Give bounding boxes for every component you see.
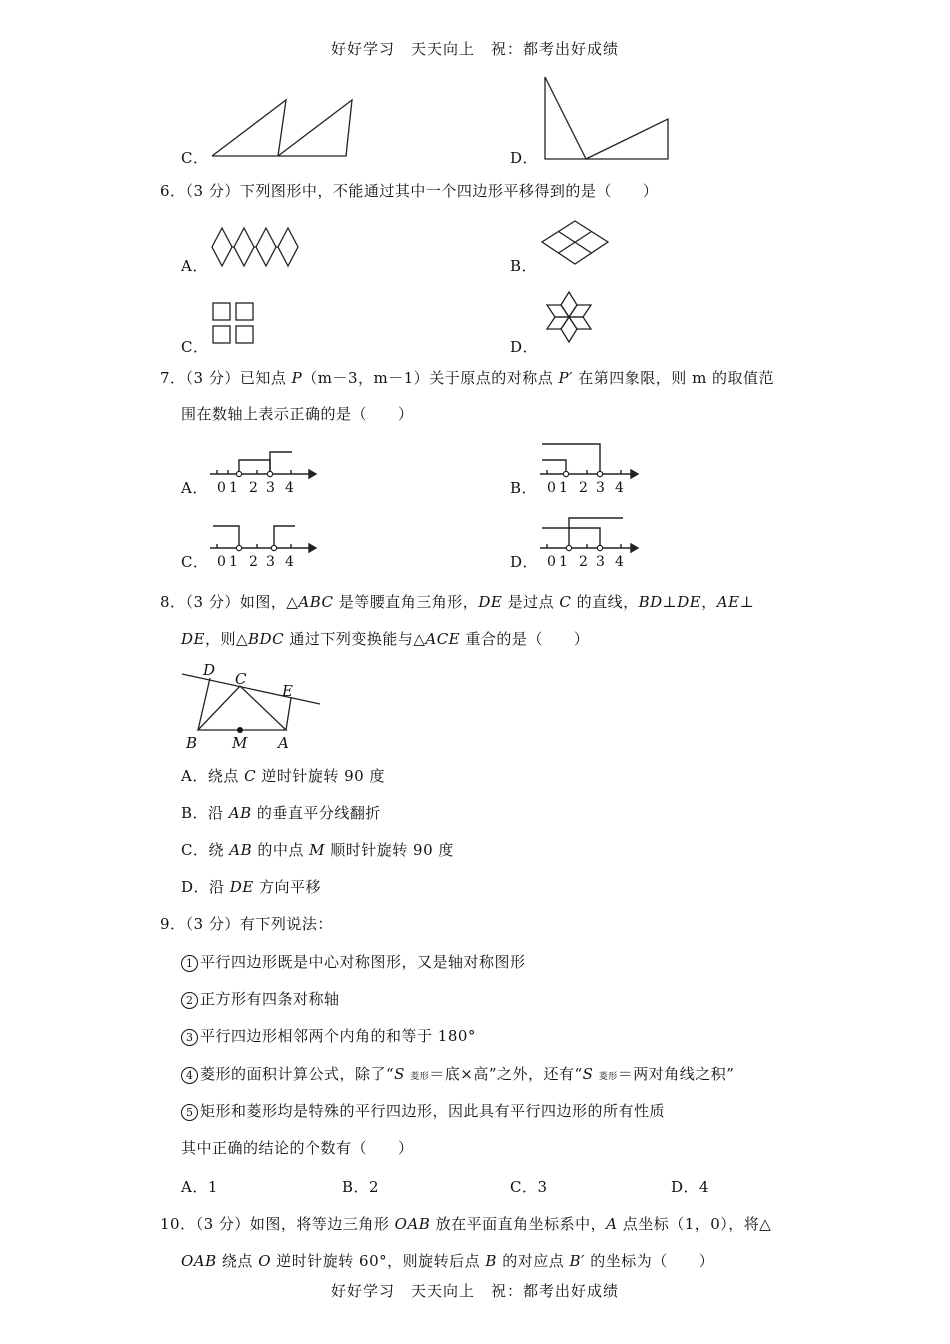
q6-option-a-label: A． <box>181 257 208 275</box>
q8-stem-line2: DE，则△BDC 通过下列变换能与△ACE 重合的是（ ） <box>181 630 590 648</box>
q7-stem-line1: 7．（3 分）已知点 P（m－3，m－1）关于原点的对称点 P′ 在第四象限，则 m 的取值范 <box>160 369 775 387</box>
q8-label-c: C <box>235 670 247 688</box>
circled-1: 1 <box>181 955 198 972</box>
tick-1: 1 <box>229 480 238 496</box>
tick-4: 4 <box>615 554 624 570</box>
q6-option-d-label: D． <box>510 338 539 356</box>
q8-stem-line1: 8．（3 分）如图，△ABC 是等腰直角三角形，DE 是过点 C 的直线，BD⊥DE，AE⊥ <box>160 593 755 611</box>
q9-stem: 9．（3 分）有下列说法： <box>160 915 333 933</box>
tick-3: 3 <box>266 480 275 496</box>
q8-option-a: A．绕点 C 逆时针旋转 90 度 <box>181 767 385 785</box>
q6-option-b-figure <box>540 218 612 268</box>
circled-2: 2 <box>181 992 198 1009</box>
q9-statement-3: 3 平行四边形相邻两个内角的和等于 180° <box>181 1026 476 1046</box>
q6-option-c-label: C． <box>181 338 209 356</box>
q5-option-d-figure <box>540 74 675 164</box>
tick-0: 0 <box>217 480 226 496</box>
q7-option-d-axis <box>535 514 650 568</box>
q8-option-b: B．沿 AB 的垂直平分线翻折 <box>181 804 381 822</box>
q7-option-a-axis <box>205 448 320 494</box>
q10-stem-line2: OAB 绕点 O 逆时针旋转 60°，则旋转后点 B 的对应点 B′ 的坐标为（ ） <box>181 1252 715 1270</box>
q9-choice-c: C．3 <box>510 1178 548 1196</box>
q8-label-m: M <box>232 734 248 752</box>
tick-4: 4 <box>615 480 624 496</box>
tick-0: 0 <box>547 480 556 496</box>
circled-5: 5 <box>181 1104 198 1121</box>
tick-3: 3 <box>266 554 275 570</box>
q7-option-c-label: C． <box>181 553 209 571</box>
q5-option-c-label: C． <box>181 149 209 167</box>
q9-conclusion: 其中正确的结论的个数有（ ） <box>181 1139 414 1157</box>
page-header: 好好学习 天天向上 祝：都考出好成绩 <box>330 40 619 58</box>
q9-statement-5: 5 矩形和菱形均是特殊的平行四边形，因此具有平行四边形的所有性质 <box>181 1101 665 1121</box>
q7-option-a-label: A． <box>181 479 208 497</box>
q9-statement-1: 1 平行四边形既是中心对称图形，又是轴对称图形 <box>181 952 526 972</box>
q9-choice-b: B．2 <box>342 1178 380 1196</box>
q6-option-c-figure <box>210 300 260 350</box>
q7-option-b-axis <box>535 440 650 494</box>
q6-stem: 6．（3 分）下列图形中，不能通过其中一个四边形平移得到的是（ ） <box>160 182 659 200</box>
tick-1: 1 <box>559 554 568 570</box>
circled-4: 4 <box>181 1067 198 1084</box>
q7-option-c-axis <box>205 518 320 568</box>
tick-2: 2 <box>579 480 588 496</box>
q6-option-b-label: B． <box>510 257 538 275</box>
tick-0: 0 <box>217 554 226 570</box>
q8-option-d: D．沿 DE 方向平移 <box>181 878 322 896</box>
q7-stem-line2: 围在数轴上表示正确的是（ ） <box>181 405 414 423</box>
tick-2: 2 <box>249 480 258 496</box>
q8-label-b: B <box>186 734 198 752</box>
q9-choice-a: A．1 <box>181 1178 218 1196</box>
q7-option-b-label: B． <box>510 479 538 497</box>
q8-option-c: C．绕 AB 的中点 M 顺时针旋转 90 度 <box>181 841 454 859</box>
circled-3: 3 <box>181 1029 198 1046</box>
q6-option-d-figure <box>538 290 604 346</box>
page-footer: 好好学习 天天向上 祝：都考出好成绩 <box>330 1282 619 1300</box>
q9-statement-4: 4 菱形的面积计算公式，除了“S 菱形＝底×高”之外，还有“S 菱形＝两对角线之积” <box>181 1064 734 1087</box>
q9-choice-d: D．4 <box>671 1178 710 1196</box>
q8-label-e: E <box>282 682 293 700</box>
q8-figure <box>178 660 328 752</box>
tick-3: 3 <box>596 554 605 570</box>
q8-label-d: D <box>203 661 216 679</box>
q9-statement-2: 2 正方形有四条对称轴 <box>181 989 340 1009</box>
tick-2: 2 <box>249 554 258 570</box>
q5-option-d-label: D． <box>510 149 539 167</box>
tick-1: 1 <box>229 554 238 570</box>
tick-4: 4 <box>285 480 294 496</box>
tick-1: 1 <box>559 480 568 496</box>
q8-label-a: A <box>278 734 289 752</box>
tick-4: 4 <box>285 554 294 570</box>
tick-2: 2 <box>579 554 588 570</box>
q10-stem-line1: 10．（3 分）如图，将等边三角形 OAB 放在平面直角坐标系中，A 点坐标（1，0），将△ <box>160 1215 772 1233</box>
q5-option-c-figure <box>210 96 360 162</box>
q6-option-a-figure <box>210 226 310 270</box>
tick-0: 0 <box>547 554 556 570</box>
tick-3: 3 <box>596 480 605 496</box>
q7-option-d-label: D． <box>510 553 539 571</box>
